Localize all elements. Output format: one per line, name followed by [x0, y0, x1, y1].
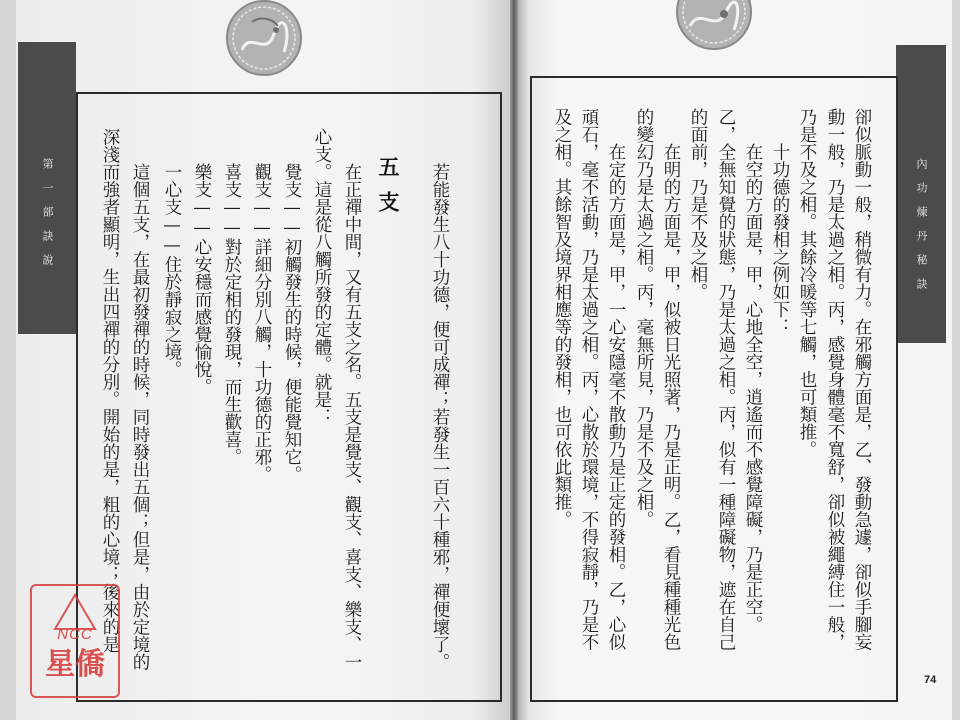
- text-column: 覺支——初觸發生的時候，便能覺知它。: [282, 163, 302, 483]
- text-column: 樂支——心安穩而感覺愉悅。: [192, 163, 212, 396]
- text-column: 這個五支，在最初發禪的時候，同時發出五個；但是，由於定境的: [130, 163, 150, 671]
- section-heading: 五支: [376, 156, 401, 226]
- left-tab-label: 第一部訣說: [41, 158, 54, 278]
- watermark-chinese: 星僑: [45, 647, 105, 682]
- dragon-seal-icon: [222, 0, 306, 80]
- text-column: 深淺而強者顯明，生出四禪的分別。開始的是，粗的心境；後來的是: [100, 128, 120, 653]
- text-column: 的面前，乃是不及之相。: [688, 108, 708, 301]
- text-column: 若能發生八十功德，便可成禪；若發生一百六十種邪，禪便壞了。: [430, 163, 450, 671]
- text-column: 一心支——住於靜寂之境。: [162, 163, 182, 378]
- text-column: 心支。這是從八觸所發的定體。就是：: [312, 128, 332, 426]
- watermark-logo: [30, 584, 120, 698]
- dragon-seal-icon: [672, 0, 756, 52]
- text-column: 喜支——對於定相的發現，而生歡喜。: [222, 163, 242, 466]
- watermark-latin: NCC: [57, 626, 93, 643]
- text-column: 及之相。其餘智及境界相應等的發相，也可依此類推。: [552, 108, 572, 528]
- text-column: 動一般，乃是太過之相。丙，感覺身體毫不寬舒，卻似被繩縛住一般，: [825, 108, 845, 651]
- text-column: 在空的方面是，甲，心地全空，逍遙而不感覺障礙，乃是正空。: [743, 143, 763, 633]
- text-column: 頑石，毫不活動，乃是太過之相。丙，心散於環境，不得寂靜，乃是不: [579, 108, 599, 651]
- right-tab-label: 內功煉丹秘訣: [915, 158, 928, 302]
- text-column: 在明的方面是，甲，似被日光照著，乃是正明。乙，看見種種光色: [661, 143, 681, 651]
- text-column: 十功德的發相之例如下：: [770, 143, 790, 336]
- page-number: 74: [924, 674, 937, 686]
- text-column: 在正禪中間，又有五支之名。五支是覺支、觀支、喜支、樂支、一: [342, 163, 362, 671]
- book-spine: [510, 0, 518, 720]
- text-column: 觀支——詳細分別八觸，十功德的正邪。: [252, 163, 272, 483]
- text-column: 乃是不及之相。其餘冷暖等七觸，也可類推。: [797, 108, 817, 458]
- text-column: 在定的方面是，甲，一心安隱毫不散動乃是正定的發相。乙，心似: [606, 143, 626, 651]
- text-column: 乙，全無知覺的狀態，乃是太過之相。丙，似有一種障礙物，遮在自己: [716, 108, 736, 651]
- text-column: 卻似脈動一般，稍微有力。在邪觸方面是，乙、發動急遽，卻似手腳妄: [852, 108, 872, 651]
- text-column: 的變幻乃是太過之相。丙，毫無所見，乃是不及之相。: [634, 108, 654, 528]
